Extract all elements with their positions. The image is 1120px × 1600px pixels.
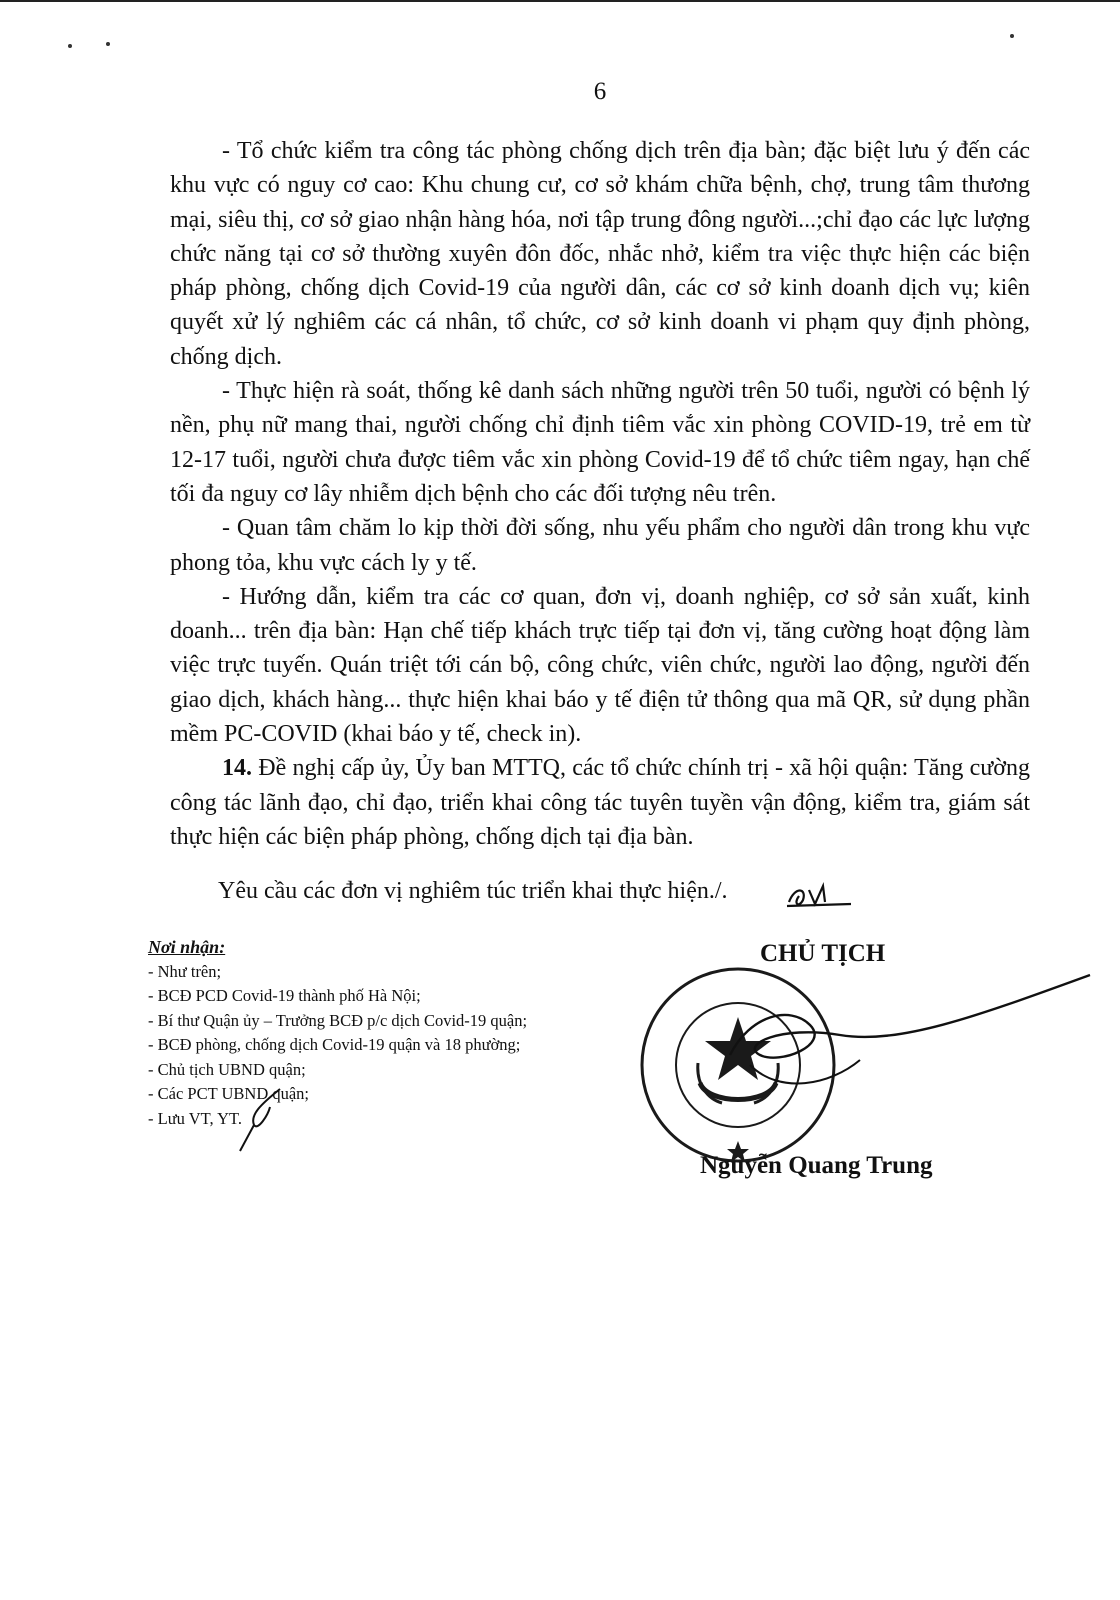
signer-name: Nguyễn Quang Trung (700, 1152, 933, 1179)
item-14 (170, 751, 1030, 854)
paragraph: - Tổ chức kiểm tra công tác phòng chống dịch trên địa bàn; đặc biệt lưu ý đến các khu vực có nguy cơ cao: Khu chung cư, cơ sở khám chữa bệnh, chợ, trung tâm thương mại, siêu thị, cơ sở giao nhận hàng hóa, nơi tập trung đông người...;chỉ đạo các lực lượng chức năng tại cơ sở thường xuyên đôn đốc, nhắc nhở, kiểm tra việc thực hiện các biện pháp phòng, chống dịch Covid-19 của người dân, các cơ sở kinh doanh dịch vụ; kiên quyết xử lý nghiêm các cá nhân, tổ chức, cơ sở kinh doanh vi phạm quy định phòng, chống dịch. (170, 138, 1030, 370)
paragraph: - Hướng dẫn, kiểm tra các cơ quan, đơn vị, doanh nghiệp, cơ sở sản xuất, kinh doanh... trên địa bàn: Hạn chế tiếp khách trực tiếp tại đơn vị, tăng cường hoạt động làm việc trực tuyến. Quán triệt tới cán bộ, công chức, viên chức, người lao động, người đến giao dịch, khách hàng... thực hiện khai báo y tế điện tử thông qua mã QR, sử dụng phần mềm PC-COVID (khai báo y tế, check in). (170, 583, 1030, 748)
recipient-item: - Chủ tịch UBND quận; (148, 1059, 306, 1079)
paragraph: - Quan tâm chăm lo kịp thời đời sống, nhu yếu phẩm cho người dân trong khu vực phong tỏa, khu vực cách ly y tế. (170, 515, 1030, 576)
initials-mark (785, 880, 855, 910)
closing-line: Yêu cầu các đơn vị nghiêm túc triển khai thực hiện./. (218, 878, 728, 904)
recipients-block (148, 935, 527, 1131)
paragraph: - Thực hiện rà soát, thống kê danh sách những người trên 50 tuổi, người có bệnh lý nền, phụ nữ mang thai, người chống chỉ định tiêm vắc xin phòng COVID-19, trẻ em từ 12-17 tuổi, người chưa được tiêm vắc xin phòng Covid-19 để tổ chức tiêm ngay, hạn chế tối đa nguy cơ lây nhiễm dịch bệnh cho các đối tượng nêu trên. (170, 378, 1030, 507)
scan-speck (106, 42, 110, 46)
recipient-item: - BCĐ phòng, chống dịch Covid-19 quận và 18 phường; (148, 1035, 521, 1054)
handwritten-mark (230, 1085, 290, 1155)
recipient-item: - BCĐ PCD Covid-19 thành phố Hà Nội; (148, 986, 421, 1005)
scan-speck (68, 44, 72, 48)
recipient-item: - Lưu VT, YT. (148, 1108, 243, 1128)
item-14-number: 14. (222, 755, 252, 782)
signature (720, 965, 1100, 1115)
recipient-item: - Các PCT UBND quận; (148, 1084, 310, 1103)
page-number: 6 (593, 78, 607, 105)
item-14-text: Đề nghị cấp ủy, Ủy ban MTTQ, các tổ chức chính trị - xã hội quận: Tăng cường công tác lãnh đạo, chỉ đạo, triển khai công tác tuyên tuyền vận động, kiểm tra, giám sát thực hiện các biện pháp phòng, chống dịch tại địa bàn. (170, 755, 1030, 850)
signer-title: CHỦ TỊCH (760, 940, 886, 967)
document-body (170, 134, 1030, 854)
recipient-item: - Như trên; (148, 961, 222, 981)
top-border (0, 0, 1120, 2)
recipients-title: Nơi nhận: (148, 937, 226, 957)
recipient-item: - Bí thư Quận ủy – Trưởng BCĐ p/c dịch Covid-19 quận; (148, 1010, 528, 1030)
scan-speck (1010, 34, 1014, 38)
